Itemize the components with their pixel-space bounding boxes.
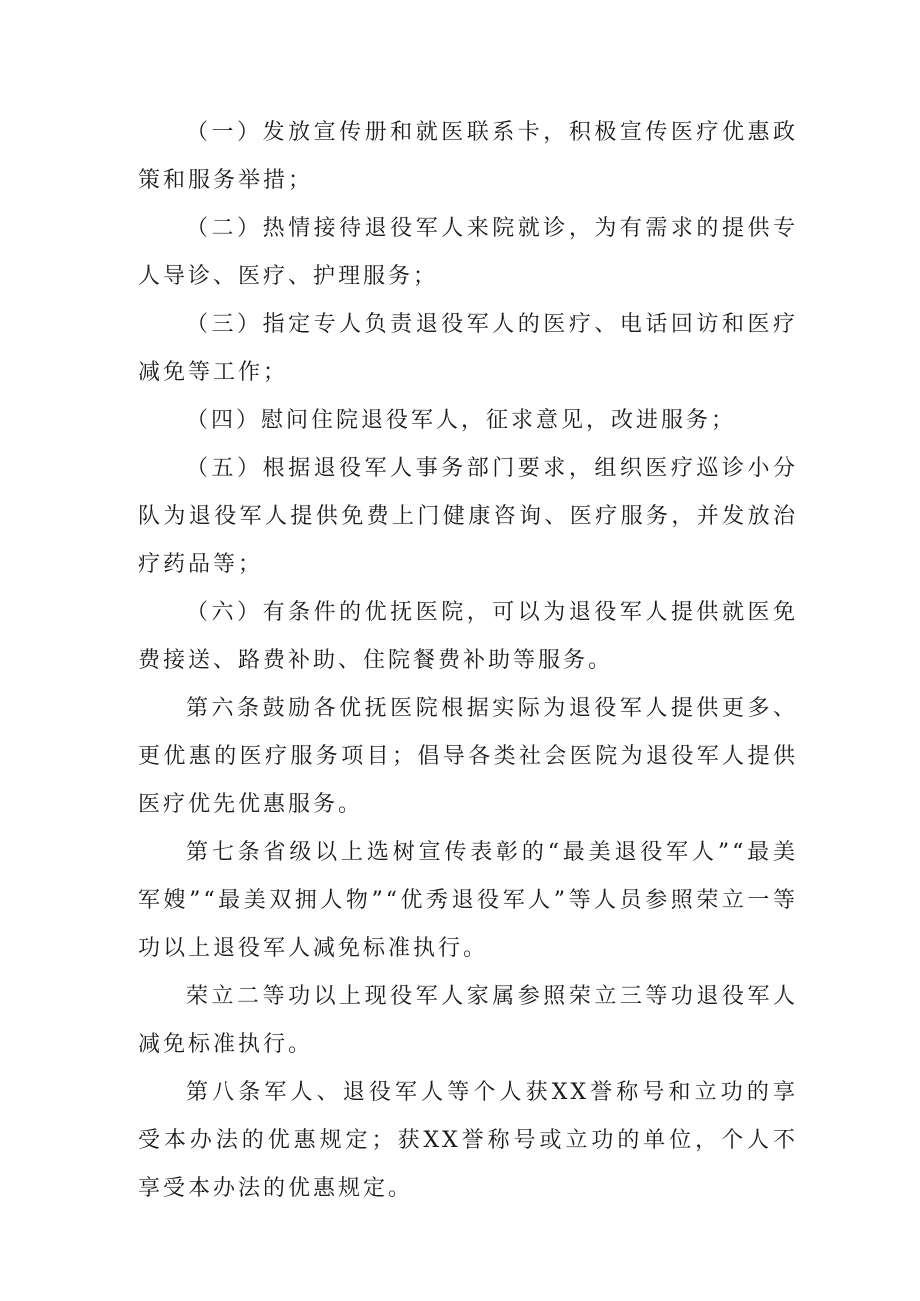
paragraph-item-3: （三）指定专人负责退役军人的医疗、电话回访和医疗减免等工作； [138, 312, 798, 385]
paragraph-item-5: （五）根据退役军人事务部门要求，组织医疗巡诊小分队为退役军人提供免费上门健康咨询、医疗服务，并发放治疗药品等； [138, 456, 798, 577]
paragraph-article-6: 第六条鼓励各优抚医院根据实际为退役军人提供更多、更优惠的医疗服务项目；倡导各类社会医院为退役军人提供医疗优先优惠服务。 [138, 696, 798, 817]
paragraph-item-6: （六）有条件的优抚医院，可以为退役军人提供就医免费接送、路费补助、住院餐费补助等服务。 [138, 600, 798, 673]
paragraph-article-8: 第八条军人、退役军人等个人获XX誉称号和立功的享受本办法的优惠规定；获XX誉称号或立功的单位，个人不享受本办法的优惠规定。 [138, 1080, 798, 1201]
document-body [138, 109, 798, 1213]
paragraph-article-7-supplement: 荣立二等功以上现役军人家属参照荣立三等功退役军人减免标准执行。 [138, 984, 798, 1057]
paragraph-article-7: 第七条省级以上选树宣传表彰的“最美退役军人”“最美军嫂”“最美双拥人物”“优秀退役军人”等人员参照荣立一等功以上退役军人减免标准执行。 [138, 840, 798, 961]
paragraph-item-2: （二）热情接待退役军人来院就诊，为有需求的提供专人导诊、医疗、护理服务； [138, 216, 798, 289]
paragraph-item-1: （一）发放宣传册和就医联系卡，积极宣传医疗优惠政策和服务举措； [138, 120, 798, 193]
paragraph-item-4: （四）慰问住院退役军人，征求意见，改进服务； [186, 408, 737, 433]
